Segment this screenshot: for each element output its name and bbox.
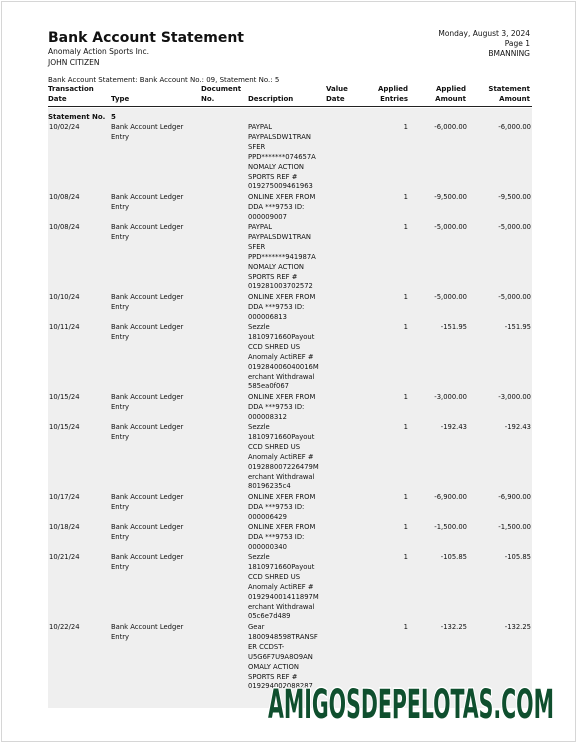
- transaction-date: 10/21/24: [49, 553, 80, 561]
- entry-type: Bank Account Ledger Entry: [111, 123, 184, 141]
- entry-type: Bank Account Ledger Entry: [111, 293, 184, 311]
- page-number: Page 1: [504, 39, 530, 48]
- description: ONLINE XFER FROM DDA ***9753 ID: 000006813: [248, 293, 316, 321]
- statement-amount: -9,500.00: [498, 193, 531, 201]
- applied-amount: -5,000.00: [434, 293, 467, 301]
- statement-no-label: Statement No.: [48, 113, 106, 121]
- statement-amount: -192.43: [504, 423, 531, 431]
- col-applied-amount: Applied Amount: [435, 85, 466, 103]
- applied-entries: 1: [403, 393, 408, 401]
- description: ONLINE XFER FROM DDA ***9753 ID: 000006429: [248, 493, 316, 521]
- statement-amount: -3,000.00: [498, 393, 531, 401]
- description: ONLINE XFER FROM DDA ***9753 ID: 000008312: [248, 393, 316, 421]
- col-applied-entries: Applied Entries: [378, 85, 408, 103]
- applied-amount: -105.85: [440, 553, 467, 561]
- entry-type: Bank Account Ledger Entry: [111, 193, 184, 211]
- statement-amount: -6,000.00: [498, 123, 531, 131]
- applied-amount: -3,000.00: [434, 393, 467, 401]
- transaction-date: 10/08/24: [49, 223, 80, 231]
- statement-amount: -105.85: [504, 553, 531, 561]
- applied-amount: -5,000.00: [434, 223, 467, 231]
- entry-type: Bank Account Ledger Entry: [111, 323, 184, 341]
- transaction-date: 10/15/24: [49, 393, 80, 401]
- transaction-date: 10/22/24: [49, 623, 80, 631]
- description: Gear 1800948598TRANSF ER CCDST- U5G6F7U9A8O9AN OMALY ACTION SPORTS REF # 019294002088287: [248, 623, 318, 691]
- printed-by: BMANNING: [488, 49, 530, 58]
- statement-no-value: 5: [111, 113, 116, 121]
- watermark-text: AMIGOSDEPELOTAS.COM: [268, 682, 554, 726]
- statement-amount: -6,900.00: [498, 493, 531, 501]
- applied-amount: -6,000.00: [434, 123, 467, 131]
- entry-type: Bank Account Ledger Entry: [111, 423, 184, 441]
- applied-amount: -151.95: [440, 323, 467, 331]
- description: ONLINE XFER FROM DDA ***9753 ID: 000000340: [248, 523, 316, 551]
- transaction-date: 10/11/24: [49, 323, 80, 331]
- applied-entries: 1: [403, 553, 408, 561]
- statement-amount: -1,500.00: [498, 523, 531, 531]
- entry-type: Bank Account Ledger Entry: [111, 393, 184, 411]
- statement-filter-line: Bank Account Statement: Bank Account No.: 09, Statement No.: 5: [48, 76, 280, 84]
- col-type: Type: [111, 94, 130, 103]
- applied-entries: 1: [403, 123, 408, 131]
- report-date: Monday, August 3, 2024: [438, 29, 530, 38]
- company-name: Anomaly Action Sports Inc.: [48, 47, 150, 56]
- header-divider: [48, 106, 532, 107]
- entry-type: Bank Account Ledger Entry: [111, 523, 184, 541]
- applied-entries: 1: [403, 423, 408, 431]
- watermark-logo-graphic: [268, 680, 558, 726]
- description: Sezzle 1810971660Payout CCD SHRED US Anomaly ActiREF # 019294001411897M erchant Withdrawal 05c6e7d489: [248, 553, 319, 621]
- col-transaction-date: Transaction Date: [48, 85, 94, 103]
- entry-type: Bank Account Ledger Entry: [111, 493, 184, 511]
- applied-entries: 1: [403, 623, 408, 631]
- entry-type: Bank Account Ledger Entry: [111, 623, 184, 641]
- applied-amount: -132.25: [440, 623, 467, 631]
- watermark-logo: [268, 680, 558, 726]
- description: Sezzle 1810971660Payout CCD SHRED US Anomaly ActiREF # 019288007226479M erchant Withdrawal 80196235c4: [248, 423, 319, 491]
- applied-entries: 1: [403, 293, 408, 301]
- entry-type: Bank Account Ledger Entry: [111, 553, 184, 571]
- transaction-date: 10/08/24: [49, 193, 80, 201]
- report-title: Bank Account Statement: [48, 30, 244, 46]
- description: Sezzle 1810971660Payout CCD SHRED US Anomaly ActiREF # 019284006040016M erchant Withdrawal 585ea0f067: [248, 323, 319, 391]
- applied-entries: 1: [403, 193, 408, 201]
- transaction-date: 10/10/24: [49, 293, 80, 301]
- applied-entries: 1: [403, 223, 408, 231]
- user-name: JOHN CITIZEN: [48, 58, 100, 67]
- applied-amount: -192.43: [440, 423, 467, 431]
- col-description: Description: [248, 94, 294, 103]
- statement-amount: -132.25: [504, 623, 531, 631]
- description: PAYPAL PAYPALSDW1TRAN SFER PPD*******941987A NOMALY ACTION SPORTS REF # 019281003702572: [248, 223, 316, 291]
- col-statement-amount: Statement Amount: [488, 85, 530, 103]
- description: ONLINE XFER FROM DDA ***9753 ID: 000009007: [248, 193, 316, 221]
- applied-entries: 1: [403, 493, 408, 501]
- col-document-no: Document No.: [201, 85, 242, 103]
- applied-amount: -1,500.00: [434, 523, 467, 531]
- statement-amount: -5,000.00: [498, 293, 531, 301]
- col-value-date: Value Date: [326, 85, 348, 103]
- applied-entries: 1: [403, 523, 408, 531]
- transaction-date: 10/17/24: [49, 493, 80, 501]
- applied-amount: -6,900.00: [434, 493, 467, 501]
- transaction-date: 10/02/24: [49, 123, 80, 131]
- transaction-date: 10/15/24: [49, 423, 80, 431]
- report-meta: [438, 29, 530, 59]
- entry-type: Bank Account Ledger Entry: [111, 223, 184, 241]
- statement-amount: -151.95: [504, 323, 531, 331]
- applied-amount: -9,500.00: [434, 193, 467, 201]
- description: PAYPAL PAYPALSDW1TRAN SFER PPD*******074657A NOMALY ACTION SPORTS REF # 019275009461963: [248, 123, 316, 191]
- applied-entries: 1: [403, 323, 408, 331]
- statement-amount: -5,000.00: [498, 223, 531, 231]
- transaction-date: 10/18/24: [49, 523, 80, 531]
